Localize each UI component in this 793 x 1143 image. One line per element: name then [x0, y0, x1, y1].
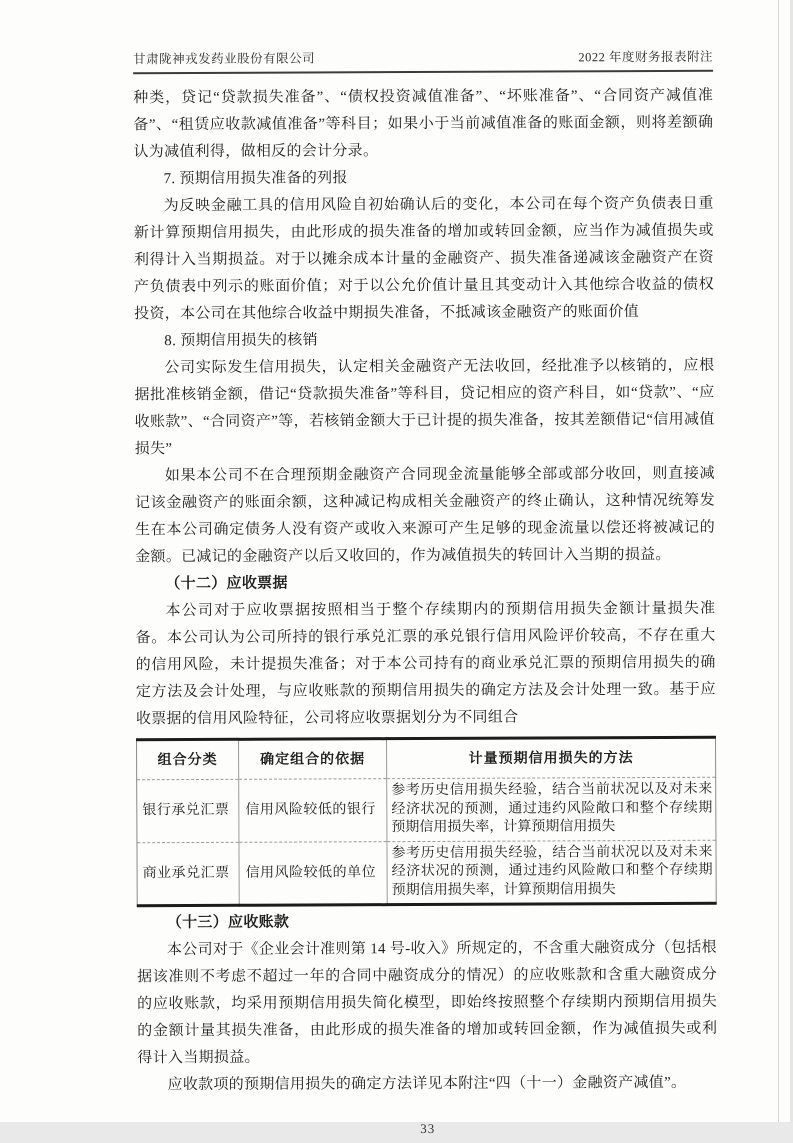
cell-method: 参考历史信用损失经验，结合当前状况以及对未来经济状况的预测，通过违约风险敞口和整个存续期预期信用损失率，计算预期信用损失: [387, 840, 716, 905]
document-body: [133, 83, 718, 1143]
paragraph-item-8a: 公司实际发生信用损失，认定相关金融资产无法收回，经批准予以核销的，应根据批准核销金额，借记“贷款损失准备”等科目，贷记相应的资产科目，如“贷款”、“应收账款”、“合同资产”等，若核销金额大于已计提的损失准备，按其差额借记“信用减值损失”: [134, 357, 715, 458]
col-header-category: 组合分类: [137, 739, 239, 779]
table-header-row: [137, 737, 716, 780]
portfolio-classification-table: [136, 736, 717, 908]
heading-section-13: （十三）应收账款: [166, 914, 290, 932]
document-header: [133, 47, 713, 75]
company-name: 甘肃陇神戎发药业股份有限公司: [133, 51, 316, 67]
page-content: [133, 47, 718, 1143]
col-header-method: 计量预期信用损失的方法: [387, 737, 716, 778]
scan-artifact-line: [778, 0, 779, 1122]
page-number: 33: [420, 1120, 436, 1137]
paragraph-item-8b: 如果本公司不在合理预期金融资产合同现金流量能够全部或部分收回，则直接减记该金融资产的账面余额，这种减记构成相关金融资产的终止确认，这种情况统筹发生在本公司确定债务人没有资产或收入来源可产生足够的现金流量以偿还将被减记的金额。已减记的金融资产以后又收回的，作为减值损失的转回计入当期的损益。: [134, 465, 716, 566]
heading-item-7: 7. 预期信用损失准备的列报: [163, 170, 348, 188]
paragraph-carryover: 种类，贷记“贷款损失准备”、“债权投资减值准备”、“坏账准备”、“合同资产减值准备”、“租赁应收款减值准备”等科目；如果小于当前减值准备的账面金额，则将差额确认为减值利得，做相反的会计分录。: [133, 87, 714, 161]
cell-basis: 信用风险较低的银行: [239, 779, 387, 842]
heading-item-8: 8. 预期信用损失的核销: [164, 332, 318, 350]
cell-basis: 信用风险较低的单位: [239, 841, 387, 905]
paragraph-section-13a: 本公司对于《企业会计准则第 14 号-收入》所规定的，不含重大融资成分（包括根据该准则不考虑不超过一年的合同中融资成分的情况）的应收账款和含重大融资成分的应收账款，均采用预期信用损失简化模型，即始终按照整个存续期内预期信用损失的金额计量其损失准备，由此形成的损失准备的增加或转回金额，作为减值损失或利得计入当期损益。: [137, 939, 718, 1067]
paragraph-item-7: 为反映金融工具的信用风险自初始确认后的变化，本公司在每个资产负债表日重新计算预期信用损失，由此形成的损失准备的增加或转回金额，应当作为减值损失或利得计入当期损益。对于以摊余成本计量的金融资产、损失准备递减该金融资产在资产负债表中列示的账面价值；对于以公允价值计量且其变动计入其他综合收益的债权投资，本公司在其他综合收益中期损失准备，不抵减该金融资产的账面价值: [133, 195, 715, 323]
cell-category: 商业承兑汇票: [142, 865, 230, 881]
heading-section-12: （十二）应收票据: [165, 575, 288, 593]
cell-method: 参考历史信用损失经验，结合当前状况以及对未来经济状况的预测，通过违约风险敞口和整个存续期预期信用损失率，计算预期信用损失: [387, 777, 716, 841]
paragraph-section-13b: 应收款项的预期信用损失的确定方法详见本附注“四（十一）金融资产减值”。: [167, 1074, 687, 1094]
table-row: [137, 840, 716, 906]
table-row: [137, 777, 716, 842]
paragraph-section-12: 本公司对于应收票据按照相当于整个存续期内的预期信用损失金额计量损失准备。本公司认为公司所持的银行承兑汇票的承兑银行信用风险评价较高，不存在重大的信用风险，未计提损失准备；对于本公司持有的商业承兑汇票的预期信用损失的确定方法及会计处理，与应收账款的预期信用损失的确定方法及会计处理一致。基于应收票据的信用风险特征，公司将应收票据划分为不同组合: [135, 600, 716, 728]
document-title: 2022 年度财务报表附注: [578, 49, 714, 65]
col-header-basis: 确定组合的依据: [239, 739, 387, 780]
cell-category: 银行承兑汇票: [137, 779, 239, 842]
